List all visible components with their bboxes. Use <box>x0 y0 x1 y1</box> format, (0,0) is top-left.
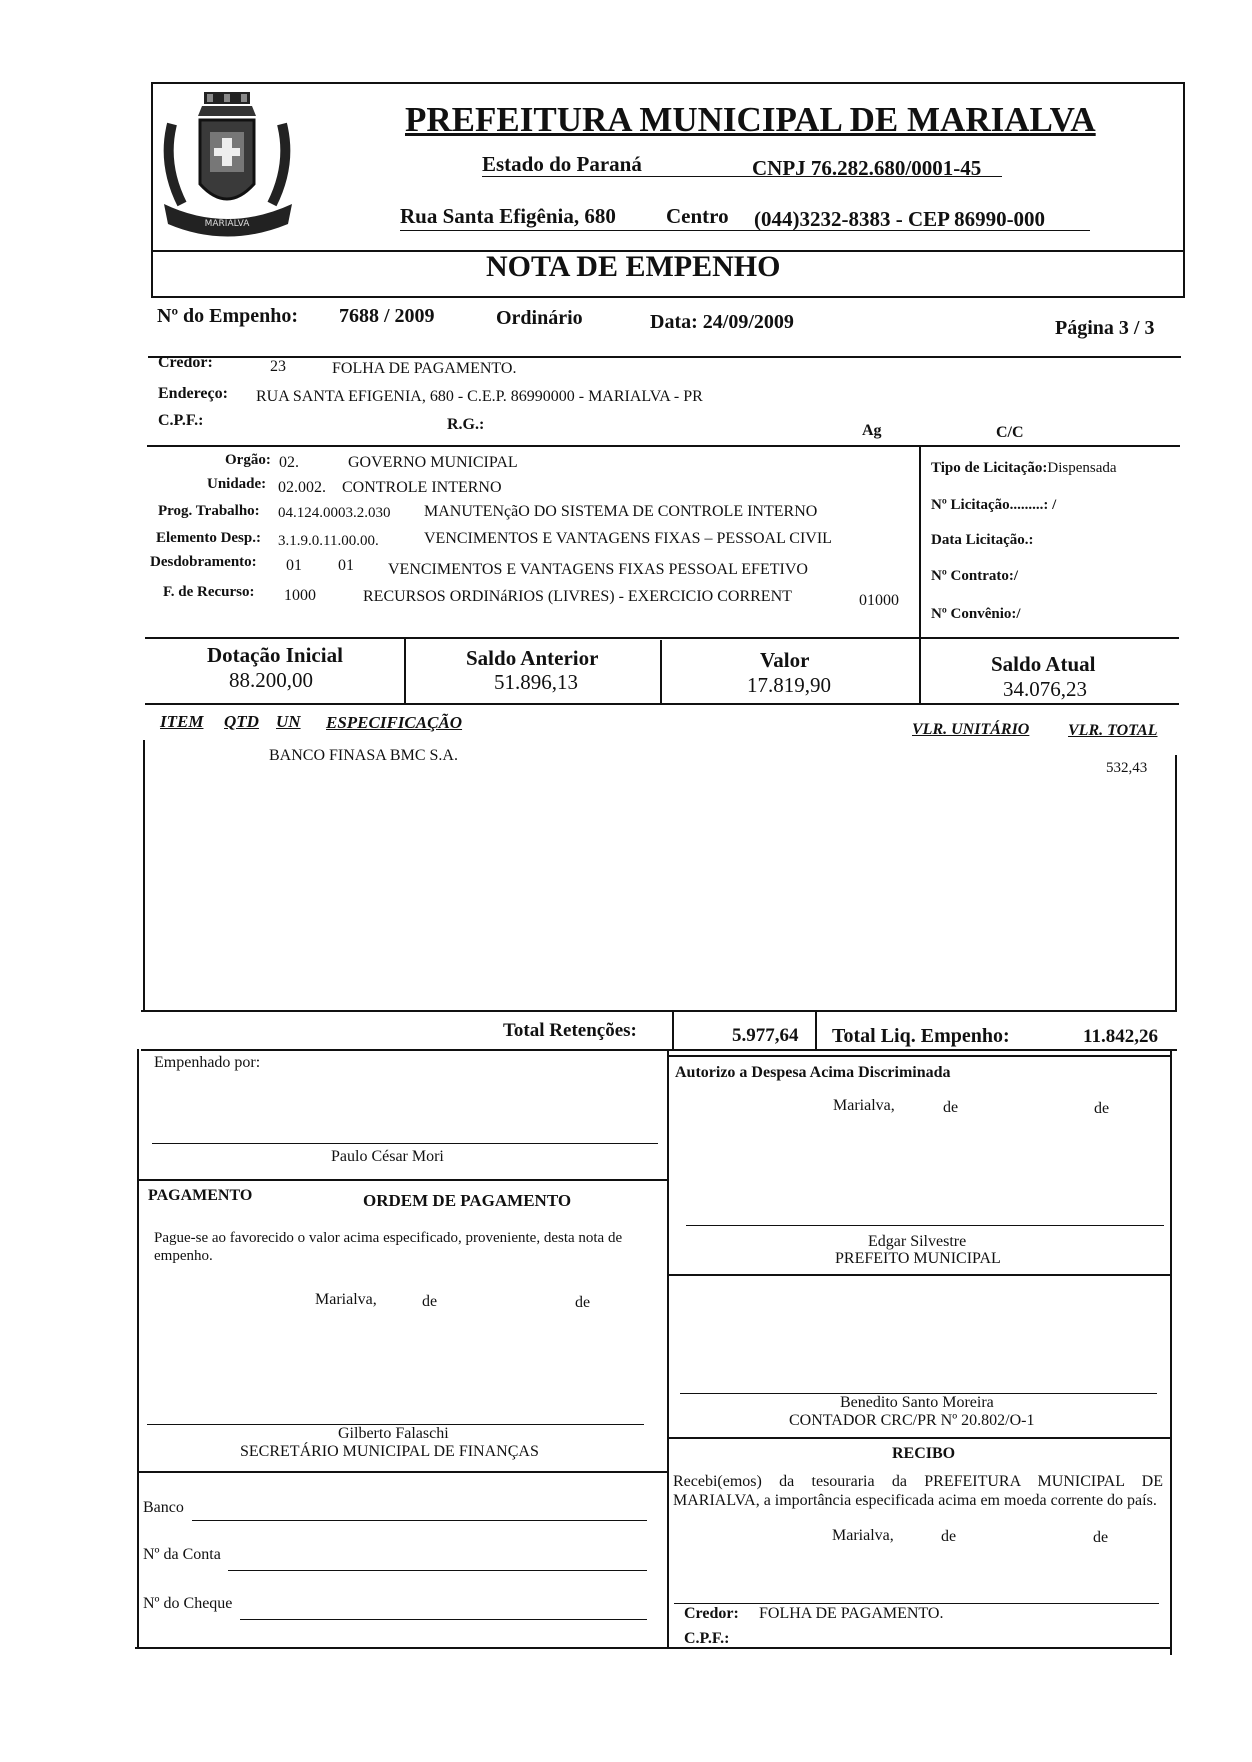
contador-title: CONTADOR CRC/PR Nº 20.802/O-1 <box>789 1412 1035 1429</box>
credor-label: Credor: <box>158 354 213 371</box>
retencoes-value: 5.977,64 <box>732 1025 799 1046</box>
col-qtd: QTD <box>224 712 259 731</box>
desdobramento-code1: 01 <box>286 557 302 574</box>
pagamento-label: PAGAMENTO <box>148 1187 253 1204</box>
balances-bottom <box>145 703 1179 705</box>
recibo-top <box>667 1437 1170 1439</box>
totals-top <box>141 1010 1177 1012</box>
lower-bottom <box>135 1647 1171 1649</box>
saldo-atual-value: 34.076,23 <box>1003 677 1087 701</box>
prog-code: 04.124.0003.2.030 <box>278 505 391 521</box>
street-address: Rua Santa Efigênia, 680 <box>400 204 616 228</box>
state-underline <box>482 176 1002 177</box>
rg-label: R.G.: <box>447 416 485 433</box>
credor-code: 23 <box>270 358 286 375</box>
empenho-type: Ordinário <box>496 307 583 329</box>
balances-top <box>145 637 1179 639</box>
recibo-de-2: de <box>1093 1529 1109 1546</box>
right-place: Marialva, <box>833 1097 895 1114</box>
prog-desc: MANUTENçãO DO SISTEMA DE CONTROLE INTERNO <box>424 503 818 520</box>
recibo-signature-line <box>674 1603 1159 1604</box>
recurso-code2: 01000 <box>859 592 899 609</box>
cheque-line <box>240 1619 647 1620</box>
totals-div-1 <box>672 1010 674 1049</box>
left-place: Marialva, <box>315 1291 377 1308</box>
saldo-anterior-label: Saldo Anterior <box>466 646 599 670</box>
autorizo-top <box>667 1055 1170 1057</box>
contador-name: Benedito Santo Moreira <box>840 1394 994 1411</box>
unidade-desc: CONTROLE INTERNO <box>342 479 502 496</box>
items-right-border <box>1175 755 1177 1010</box>
cnpj: CNPJ 76.282.680/0001-45 <box>752 156 982 180</box>
item-row-1-description: BANCO FINASA BMC S.A. <box>269 747 458 764</box>
pagamento-top <box>137 1179 667 1181</box>
recibo-credor-value: FOLHA DE PAGAMENTO. <box>759 1605 944 1622</box>
prefeito-section-bottom <box>667 1274 1170 1276</box>
elemento-code: 3.1.9.0.11.00.00. <box>278 533 379 549</box>
tipo-licitacao-label <box>931 460 1117 477</box>
recibo-text: Recebi(emos) da tesouraria da PREFEITURA MUNICIPAL DE MARIALVA, a importância especificada acima em moeda corrente do país. <box>673 1473 1163 1509</box>
page-number: Página 3 / 3 <box>1055 317 1155 339</box>
desdobramento-desc: VENCIMENTOS E VANTAGENS FIXAS PESSOAL EFETIVO <box>388 561 808 578</box>
coat-of-arms-icon <box>152 84 302 244</box>
cc-label: C/C <box>996 424 1024 441</box>
cheque-label: Nº do Cheque <box>143 1595 233 1612</box>
empenho-date: Data: 24/09/2009 <box>650 311 794 333</box>
balance-div-2 <box>660 640 662 703</box>
right-de-2: de <box>1094 1100 1110 1117</box>
recurso-label: F. de Recurso: <box>163 584 255 600</box>
col-un: UN <box>276 712 301 731</box>
saldo-atual-label: Saldo Atual <box>991 652 1096 676</box>
endereco-label: Endereço: <box>158 385 228 402</box>
tipo-licitacao-value: Dispensada <box>1047 460 1117 476</box>
autorizo-text: Autorizo a Despesa Acima Discriminada <box>675 1064 951 1081</box>
creditor-divider <box>147 445 1180 447</box>
lower-left-border <box>137 1049 139 1647</box>
left-de-1: de <box>422 1293 438 1310</box>
prefeito-signature-line <box>686 1225 1164 1226</box>
col-vlr-unitario: VLR. UNITÁRIO <box>912 721 1030 738</box>
totals-div-2 <box>815 1012 817 1049</box>
valor-label: Valor <box>760 648 810 672</box>
empenhado-name: Paulo César Mori <box>331 1148 444 1165</box>
orgao-desc: GOVERNO MUNICIPAL <box>348 454 518 471</box>
info-divider <box>148 356 1181 358</box>
item-row-1-total: 532,43 <box>1106 760 1148 776</box>
desdobramento-label: Desdobramento: <box>150 554 257 570</box>
recibo-de-1: de <box>941 1528 957 1545</box>
left-de-2: de <box>575 1294 591 1311</box>
ag-label: Ag <box>862 422 882 439</box>
banco-section-top <box>137 1471 667 1473</box>
elemento-desc: VENCIMENTOS E VANTAGENS FIXAS – PESSOAL CIVIL <box>424 530 832 547</box>
recibo-cpf-label: C.P.F.: <box>684 1630 730 1647</box>
retencoes-label: Total Retenções: <box>503 1020 637 1041</box>
totals-bottom <box>141 1049 1177 1051</box>
lower-center-divider <box>667 1049 669 1649</box>
recurso-code: 1000 <box>284 587 316 604</box>
credor-name: FOLHA DE PAGAMENTO. <box>332 360 517 377</box>
phone-cep: (044)3232-8383 - CEP 86990-000 <box>754 207 1046 231</box>
saldo-anterior-value: 51.896,13 <box>494 670 578 694</box>
conta-label: Nº da Conta <box>143 1546 221 1563</box>
unidade-label: Unidade: <box>207 476 267 492</box>
recurso-desc: RECURSOS ORDINáRIOS (LIVRES) - EXERCICIO CORRENT <box>363 588 792 605</box>
balance-div-3 <box>919 643 921 703</box>
balance-div-1 <box>404 637 406 703</box>
empenho-number-label: Nº do Empenho: <box>157 305 299 327</box>
cpf-label: C.P.F.: <box>158 412 204 429</box>
unidade-code: 02.002. <box>278 479 326 496</box>
banco-label: Banco <box>143 1499 184 1516</box>
liq-empenho-label: Total Liq. Empenho: <box>832 1025 1010 1047</box>
liq-empenho-value: 11.842,26 <box>1083 1026 1158 1047</box>
state-name: Estado do Paraná <box>482 152 642 176</box>
lower-right-border <box>1170 1049 1172 1655</box>
col-especificacao: ESPECIFICAÇÃO <box>326 713 463 732</box>
items-left-border <box>143 740 145 1010</box>
ordem-pagamento-title: ORDEM DE PAGAMENTO <box>363 1191 572 1210</box>
convenio-number: Nº Convênio:/ <box>931 606 1021 622</box>
recibo-credor-label: Credor: <box>684 1605 739 1622</box>
banco-line <box>192 1520 647 1521</box>
recibo-title: RECIBO <box>892 1445 956 1462</box>
pague-se-text: Pague-se ao favorecido o valor acima especificado, proveniente, desta nota de empenho. <box>154 1230 623 1264</box>
desdobramento-code2: 01 <box>338 557 354 574</box>
prefeito-title: PREFEITO MUNICIPAL <box>835 1250 1001 1267</box>
conta-line <box>228 1570 647 1571</box>
licitacao-divider <box>919 445 921 643</box>
licitacao-number: Nº Licitação.........: / <box>931 497 1057 513</box>
endereco-value: RUA SANTA EFIGENIA, 680 - C.E.P. 86990000 - MARIALVA - PR <box>256 388 703 405</box>
empenhado-signature-line <box>152 1143 658 1144</box>
tipo-licitacao-label-text: Tipo de Licitação: <box>931 460 1048 476</box>
orgao-label: Orgão: <box>225 452 271 468</box>
prog-label: Prog. Trabalho: <box>158 503 260 519</box>
secretario-title: SECRETÁRIO MUNICIPAL DE FINANÇAS <box>240 1443 539 1460</box>
valor-value: 17.819,90 <box>747 673 831 697</box>
svg-text:MARIALVA: MARIALVA <box>204 219 250 229</box>
address-underline <box>400 230 1090 231</box>
district: Centro <box>666 204 729 228</box>
contrato-number: Nº Contrato:/ <box>931 568 1019 584</box>
licitacao-date: Data Licitação.: <box>931 532 1034 548</box>
dotacao-value: 88.200,00 <box>229 668 313 692</box>
secretario-name: Gilberto Falaschi <box>338 1425 449 1442</box>
col-item: ITEM <box>160 712 204 731</box>
right-de-1: de <box>943 1099 959 1116</box>
orgao-code: 02. <box>279 454 299 471</box>
document-title: NOTA DE EMPENHO <box>486 250 781 283</box>
col-vlr-total: VLR. TOTAL <box>1068 722 1158 739</box>
elemento-label: Elemento Desp.: <box>156 530 261 546</box>
empenho-number: 7688 / 2009 <box>339 305 435 327</box>
dotacao-label: Dotação Inicial <box>207 643 343 667</box>
prefeito-name: Edgar Silvestre <box>868 1233 967 1250</box>
empenhado-por-label: Empenhado por: <box>154 1054 261 1071</box>
org-title: PREFEITURA MUNICIPAL DE MARIALVA <box>405 100 1096 139</box>
recibo-place: Marialva, <box>832 1527 894 1544</box>
